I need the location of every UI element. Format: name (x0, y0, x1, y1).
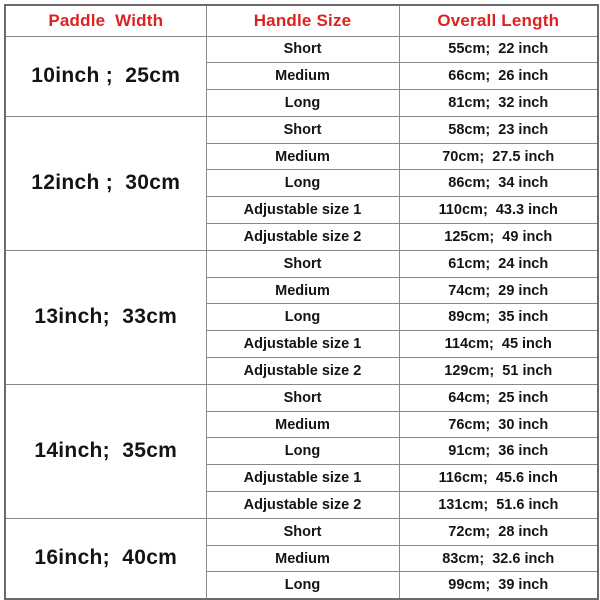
paddle-width-cell: 10inch ; 25cm (5, 36, 206, 116)
overall-length-cell: 81cm; 32 inch (399, 90, 598, 117)
overall-length-cell: 129cm; 51 inch (399, 358, 598, 385)
overall-length-cell: 64cm; 25 inch (399, 384, 598, 411)
overall-length-cell: 74cm; 29 inch (399, 277, 598, 304)
paddle-width-cell: 13inch; 33cm (5, 250, 206, 384)
overall-length-cell: 58cm; 23 inch (399, 116, 598, 143)
handle-size-cell: Long (206, 90, 399, 117)
overall-length-cell: 89cm; 35 inch (399, 304, 598, 331)
overall-length-cell: 116cm; 45.6 inch (399, 465, 598, 492)
handle-size-cell: Medium (206, 143, 399, 170)
handle-size-cell: Adjustable size 2 (206, 358, 399, 385)
table-row (5, 518, 598, 545)
overall-length-cell: 55cm; 22 inch (399, 36, 598, 63)
paddle-size-table (4, 4, 599, 600)
handle-size-cell: Long (206, 572, 399, 599)
handle-size-cell: Adjustable size 2 (206, 492, 399, 519)
table-row (5, 5, 598, 36)
table-row (5, 116, 598, 143)
handle-size-cell: Short (206, 250, 399, 277)
handle-size-cell: Adjustable size 1 (206, 465, 399, 492)
paddle-width-cell: 16inch; 40cm (5, 518, 206, 598)
overall-length-cell: 70cm; 27.5 inch (399, 143, 598, 170)
overall-length-cell: 99cm; 39 inch (399, 572, 598, 599)
table-row (5, 36, 598, 63)
column-header-paddle-width: Paddle Width (5, 5, 206, 36)
column-header-handle-size: Handle Size (206, 5, 399, 36)
overall-length-cell: 72cm; 28 inch (399, 518, 598, 545)
overall-length-cell: 86cm; 34 inch (399, 170, 598, 197)
handle-size-cell: Short (206, 518, 399, 545)
handle-size-cell: Medium (206, 277, 399, 304)
handle-size-cell: Short (206, 116, 399, 143)
handle-size-cell: Long (206, 304, 399, 331)
overall-length-cell: 66cm; 26 inch (399, 63, 598, 90)
handle-size-cell: Medium (206, 63, 399, 90)
overall-length-cell: 61cm; 24 inch (399, 250, 598, 277)
column-header-overall-length: Overall Length (399, 5, 598, 36)
handle-size-cell: Medium (206, 411, 399, 438)
overall-length-cell: 91cm; 36 inch (399, 438, 598, 465)
handle-size-cell: Medium (206, 545, 399, 572)
overall-length-cell: 83cm; 32.6 inch (399, 545, 598, 572)
overall-length-cell: 76cm; 30 inch (399, 411, 598, 438)
paddle-width-cell: 12inch ; 30cm (5, 116, 206, 250)
handle-size-cell: Long (206, 170, 399, 197)
handle-size-cell: Long (206, 438, 399, 465)
paddle-width-cell: 14inch; 35cm (5, 384, 206, 518)
overall-length-cell: 125cm; 49 inch (399, 224, 598, 251)
handle-size-cell: Short (206, 384, 399, 411)
table-header-row (5, 5, 598, 36)
overall-length-cell: 110cm; 43.3 inch (399, 197, 598, 224)
table-row (5, 250, 598, 277)
handle-size-cell: Short (206, 36, 399, 63)
handle-size-cell: Adjustable size 1 (206, 331, 399, 358)
handle-size-cell: Adjustable size 1 (206, 197, 399, 224)
overall-length-cell: 131cm; 51.6 inch (399, 492, 598, 519)
table-row (5, 384, 598, 411)
overall-length-cell: 114cm; 45 inch (399, 331, 598, 358)
handle-size-cell: Adjustable size 2 (206, 224, 399, 251)
